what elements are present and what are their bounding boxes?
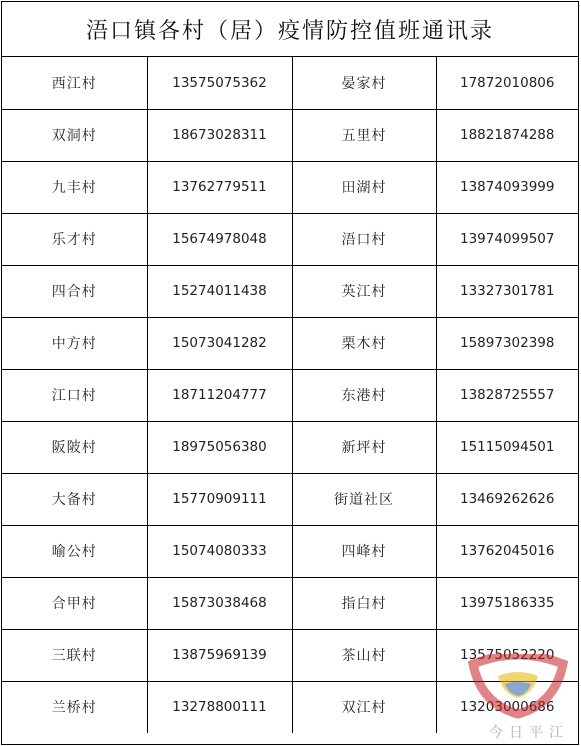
phone-number[interactable]: 13469262626: [436, 473, 578, 525]
page-title: 浯口镇各村（居）疫情防控值班通讯录: [85, 18, 494, 44]
phone-number[interactable]: 13762779511: [147, 161, 292, 213]
phone-number[interactable]: 13278800111: [147, 681, 292, 733]
village-name: 英江村: [292, 265, 436, 317]
table-row: [2, 525, 578, 577]
village-name: 中方村: [2, 317, 147, 369]
phone-number[interactable]: 13874093999: [436, 161, 578, 213]
phone-number[interactable]: 15074080333: [147, 525, 292, 577]
phone-number[interactable]: 18711204777: [147, 369, 292, 421]
phone-number[interactable]: 13875969139: [147, 629, 292, 681]
village-name: 街道社区: [292, 473, 436, 525]
table-row: [2, 473, 578, 525]
table-row: [2, 109, 578, 161]
table-row: [2, 629, 578, 681]
phone-number[interactable]: 13828725557: [436, 369, 578, 421]
contact-table-body: [2, 57, 578, 733]
village-name: 阪陂村: [2, 421, 147, 473]
phone-number[interactable]: 18821874288: [436, 109, 578, 161]
village-name: 合甲村: [2, 577, 147, 629]
phone-number[interactable]: 13575075362: [147, 57, 292, 109]
table-row: [2, 421, 578, 473]
phone-number[interactable]: 13203000686: [436, 681, 578, 733]
contact-table: [2, 57, 578, 733]
phone-number[interactable]: 15115094501: [436, 421, 578, 473]
village-name: 田湖村: [292, 161, 436, 213]
watermark-text: 今日平江: [489, 725, 569, 741]
village-name: 四合村: [2, 265, 147, 317]
village-name: 西江村: [2, 57, 147, 109]
village-name: 五里村: [292, 109, 436, 161]
village-name: 东港村: [292, 369, 436, 421]
table-row: [2, 265, 578, 317]
table-row: [2, 681, 578, 733]
village-name: 双洞村: [2, 109, 147, 161]
title-row: [2, 2, 578, 57]
phone-number[interactable]: 13974099507: [436, 213, 578, 265]
village-name: 三联村: [2, 629, 147, 681]
phone-number[interactable]: 15674978048: [147, 213, 292, 265]
village-name: 栗木村: [292, 317, 436, 369]
phone-number[interactable]: 17872010806: [436, 57, 578, 109]
village-name: 喻公村: [2, 525, 147, 577]
village-name: 四峰村: [292, 525, 436, 577]
village-name: 九丰村: [2, 161, 147, 213]
phone-number[interactable]: 13575052220: [436, 629, 578, 681]
phone-number[interactable]: 15873038468: [147, 577, 292, 629]
village-name: 大备村: [2, 473, 147, 525]
phone-number[interactable]: 13327301781: [436, 265, 578, 317]
table-row: [2, 213, 578, 265]
contact-sheet: [1, 1, 579, 745]
village-name: 新坪村: [292, 421, 436, 473]
table-row: [2, 577, 578, 629]
phone-number[interactable]: 18975056380: [147, 421, 292, 473]
phone-number[interactable]: 15274011438: [147, 265, 292, 317]
phone-number[interactable]: 15897302398: [436, 317, 578, 369]
table-row: [2, 369, 578, 421]
village-name: 双江村: [292, 681, 436, 733]
village-name: 乐才村: [2, 213, 147, 265]
phone-number[interactable]: 18673028311: [147, 109, 292, 161]
phone-number[interactable]: 15770909111: [147, 473, 292, 525]
village-name: 浯口村: [292, 213, 436, 265]
village-name: 晏家村: [292, 57, 436, 109]
village-name: 指白村: [292, 577, 436, 629]
village-name: 江口村: [2, 369, 147, 421]
table-row: [2, 161, 578, 213]
phone-number[interactable]: 15073041282: [147, 317, 292, 369]
village-name: 茶山村: [292, 629, 436, 681]
table-row: [2, 317, 578, 369]
table-row: [2, 57, 578, 109]
phone-number[interactable]: 13762045016: [436, 525, 578, 577]
village-name: 兰桥村: [2, 681, 147, 733]
phone-number[interactable]: 13975186335: [436, 577, 578, 629]
